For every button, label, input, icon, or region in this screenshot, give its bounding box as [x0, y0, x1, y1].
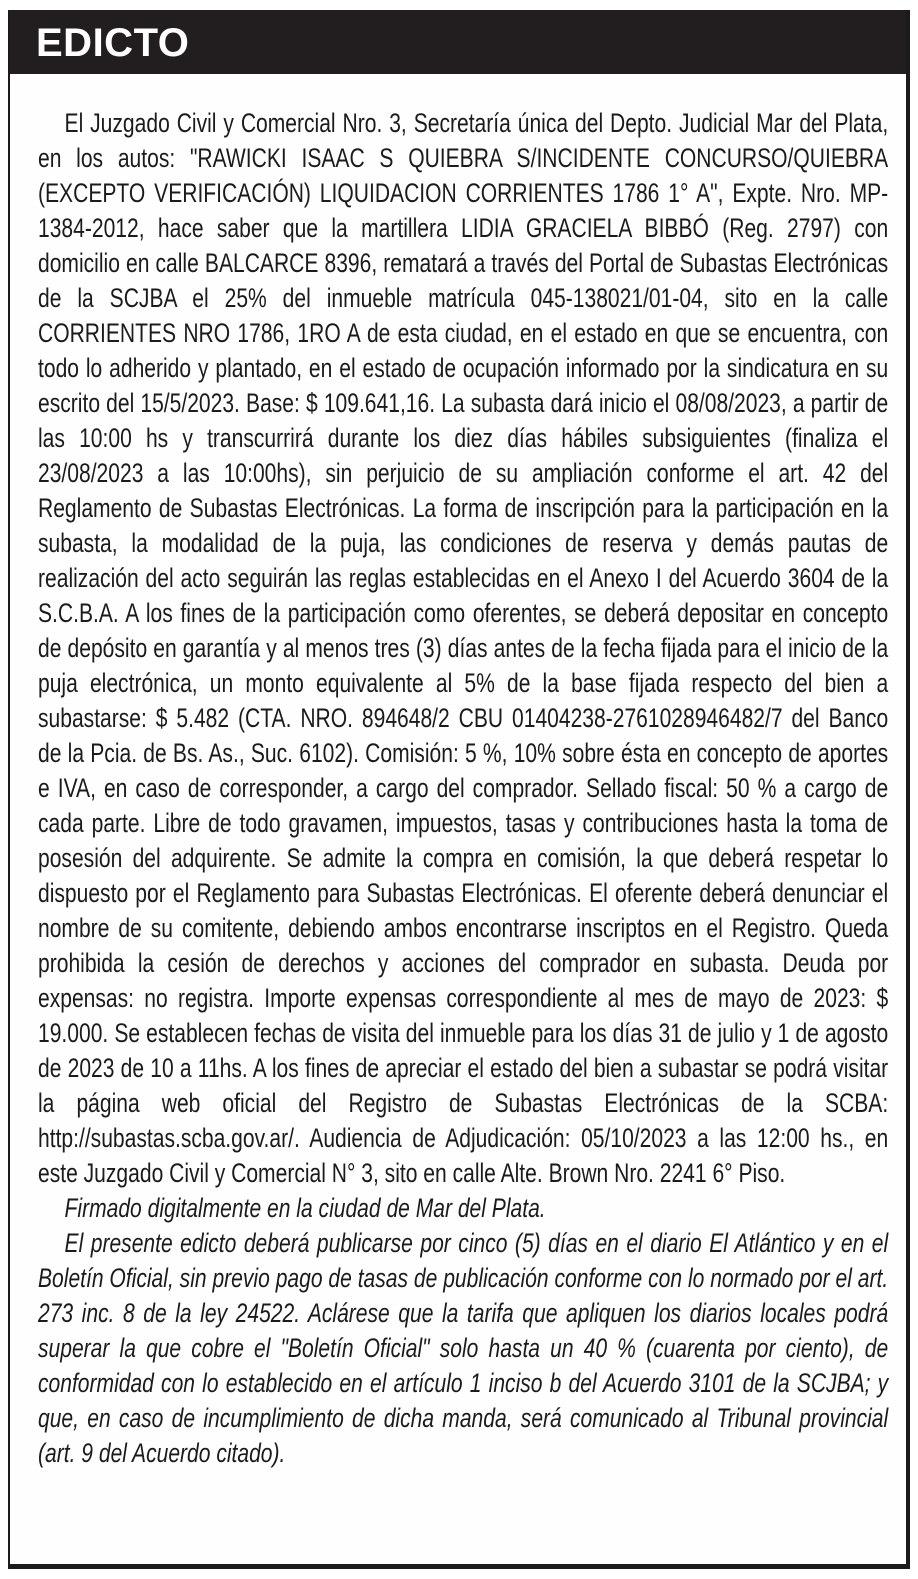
- edict-title: EDICTO: [36, 21, 190, 65]
- edict-header-bar: [10, 10, 906, 74]
- edict-box: [8, 10, 910, 1569]
- edict-body: [38, 106, 888, 1471]
- edict-paragraph: El presente edicto deberá publicarse por cinco (5) días en el diario El Atlántico y en el Boletín Oficial, sin previo pago de tasas de publicación conforme con lo normado por el art. 273 inc. 8 de la ley 24522. Aclárese que la tarifa que apliquen los diarios locales podrá superar la que cobre el "Boletín Oficial" solo hasta un 40 % (cuarenta por ciento), de conformidad con lo establecido en el artículo 1 inciso b del Acuerdo 3101 de la SCJBA; y que, en caso de incumplimiento de dicha manda, será comunicado al Tribunal provincial (art. 9 del Acuerdo citado).: [38, 1228, 889, 1468]
- edict-content: [10, 74, 906, 1471]
- edict-paragraph: El Juzgado Civil y Comercial Nro. 3, Secretaría única del Depto. Judicial Mar del Plata, en los autos: "RAWICKI ISAAC S QUIEBRA S/INCIDENTE CONCURSO/QUIEBRA (EXCEPTO VERIFICACIÓN) LIQUIDACION CORRIENTES 1786 1° A", Expte. Nro. MP-1384-2012, hace saber que la martillera LIDIA GRACIELA BIBBÓ (Reg. 2797) con domicilio en calle BALCARCE 8396, rematará a través del Portal de Subastas Electrónicas de la SCJBA el 25% del inmueble matrícula 045-138021/01-04, sito en la calle CORRIENTES NRO 1786, 1RO A de esta ciudad, en el estado en que se encuentra, con todo lo adherido y plantado, en el estado de ocupación informado por la sindicatura en su escrito del 15/5/2023. Base: $ 109.641,16. La subasta dará inicio el 08/08/2023, a partir de las 10:00 hs y transcurrirá durante los diez días hábiles subsiguientes (finaliza el 23/08/2023 a las 10:00hs), sin perjuicio de su ampliación conforme el art. 42 del Reglamento de Subastas Electrónicas. La forma de inscripción para la participación en la subasta, la modalidad de la puja, las condiciones de reserva y demás pautas de realización del acto seguirán las reglas establecidas en el Anexo I del Acuerdo 3604 de la S.C.B.A. A los fines de la participación como oferentes, se deberá depositar en concepto de depósito en garantía y al menos tres (3) días antes de la fecha fijada para el inicio de la puja electrónica, un monto equivalente al 5% de la base fijada respecto del bien a subastarse: $ 5.482 (CTA. NRO. 894648/2 CBU 01404238-2761028946482/7 del Banco de la Pcia. de Bs. As., Suc. 6102). Comisión: 5 %, 10% sobre ésta en concepto de aportes e IVA, en caso de corresponder, a cargo del comprador. Sellado fiscal: 50 % a cargo de cada parte. Libre de todo gravamen, impuestos, tasas y contribuciones hasta la toma de posesión del adquirente. Se admite la compra en comisión, la que deberá respetar lo dispuesto por el Reglamento para Subastas Electrónicas. El oferente deberá denunciar el nombre de su comitente, debiendo ambos encontrarse inscriptos en el Registro. Queda prohibida la cesión de derechos y acciones del comprador en subasta. Deuda por expensas: no registra. Importe expensas correspondiente al mes de mayo de 2023: $ 19.000. Se establecen fechas de visita del inmueble para los días 31 de julio y 1 de agosto de 2023 de 10 a 11hs. A los fines de apreciar el estado del bien a subastar se podrá visitar la página web oficial del Registro de Subastas Electrónicas de la SCBA: http://subastas.scba.gov.ar/. Audiencia de Adjudicación: 05/10/2023 a las 12:00 hs., en este Juzgado Civil y Comercial N° 3, sito en calle Alte. Brown Nro. 2241 6° Piso.: [38, 108, 889, 1188]
- edict-paragraph: Firmado digitalmente en la ciudad de Mar del Plata.: [64, 1193, 546, 1223]
